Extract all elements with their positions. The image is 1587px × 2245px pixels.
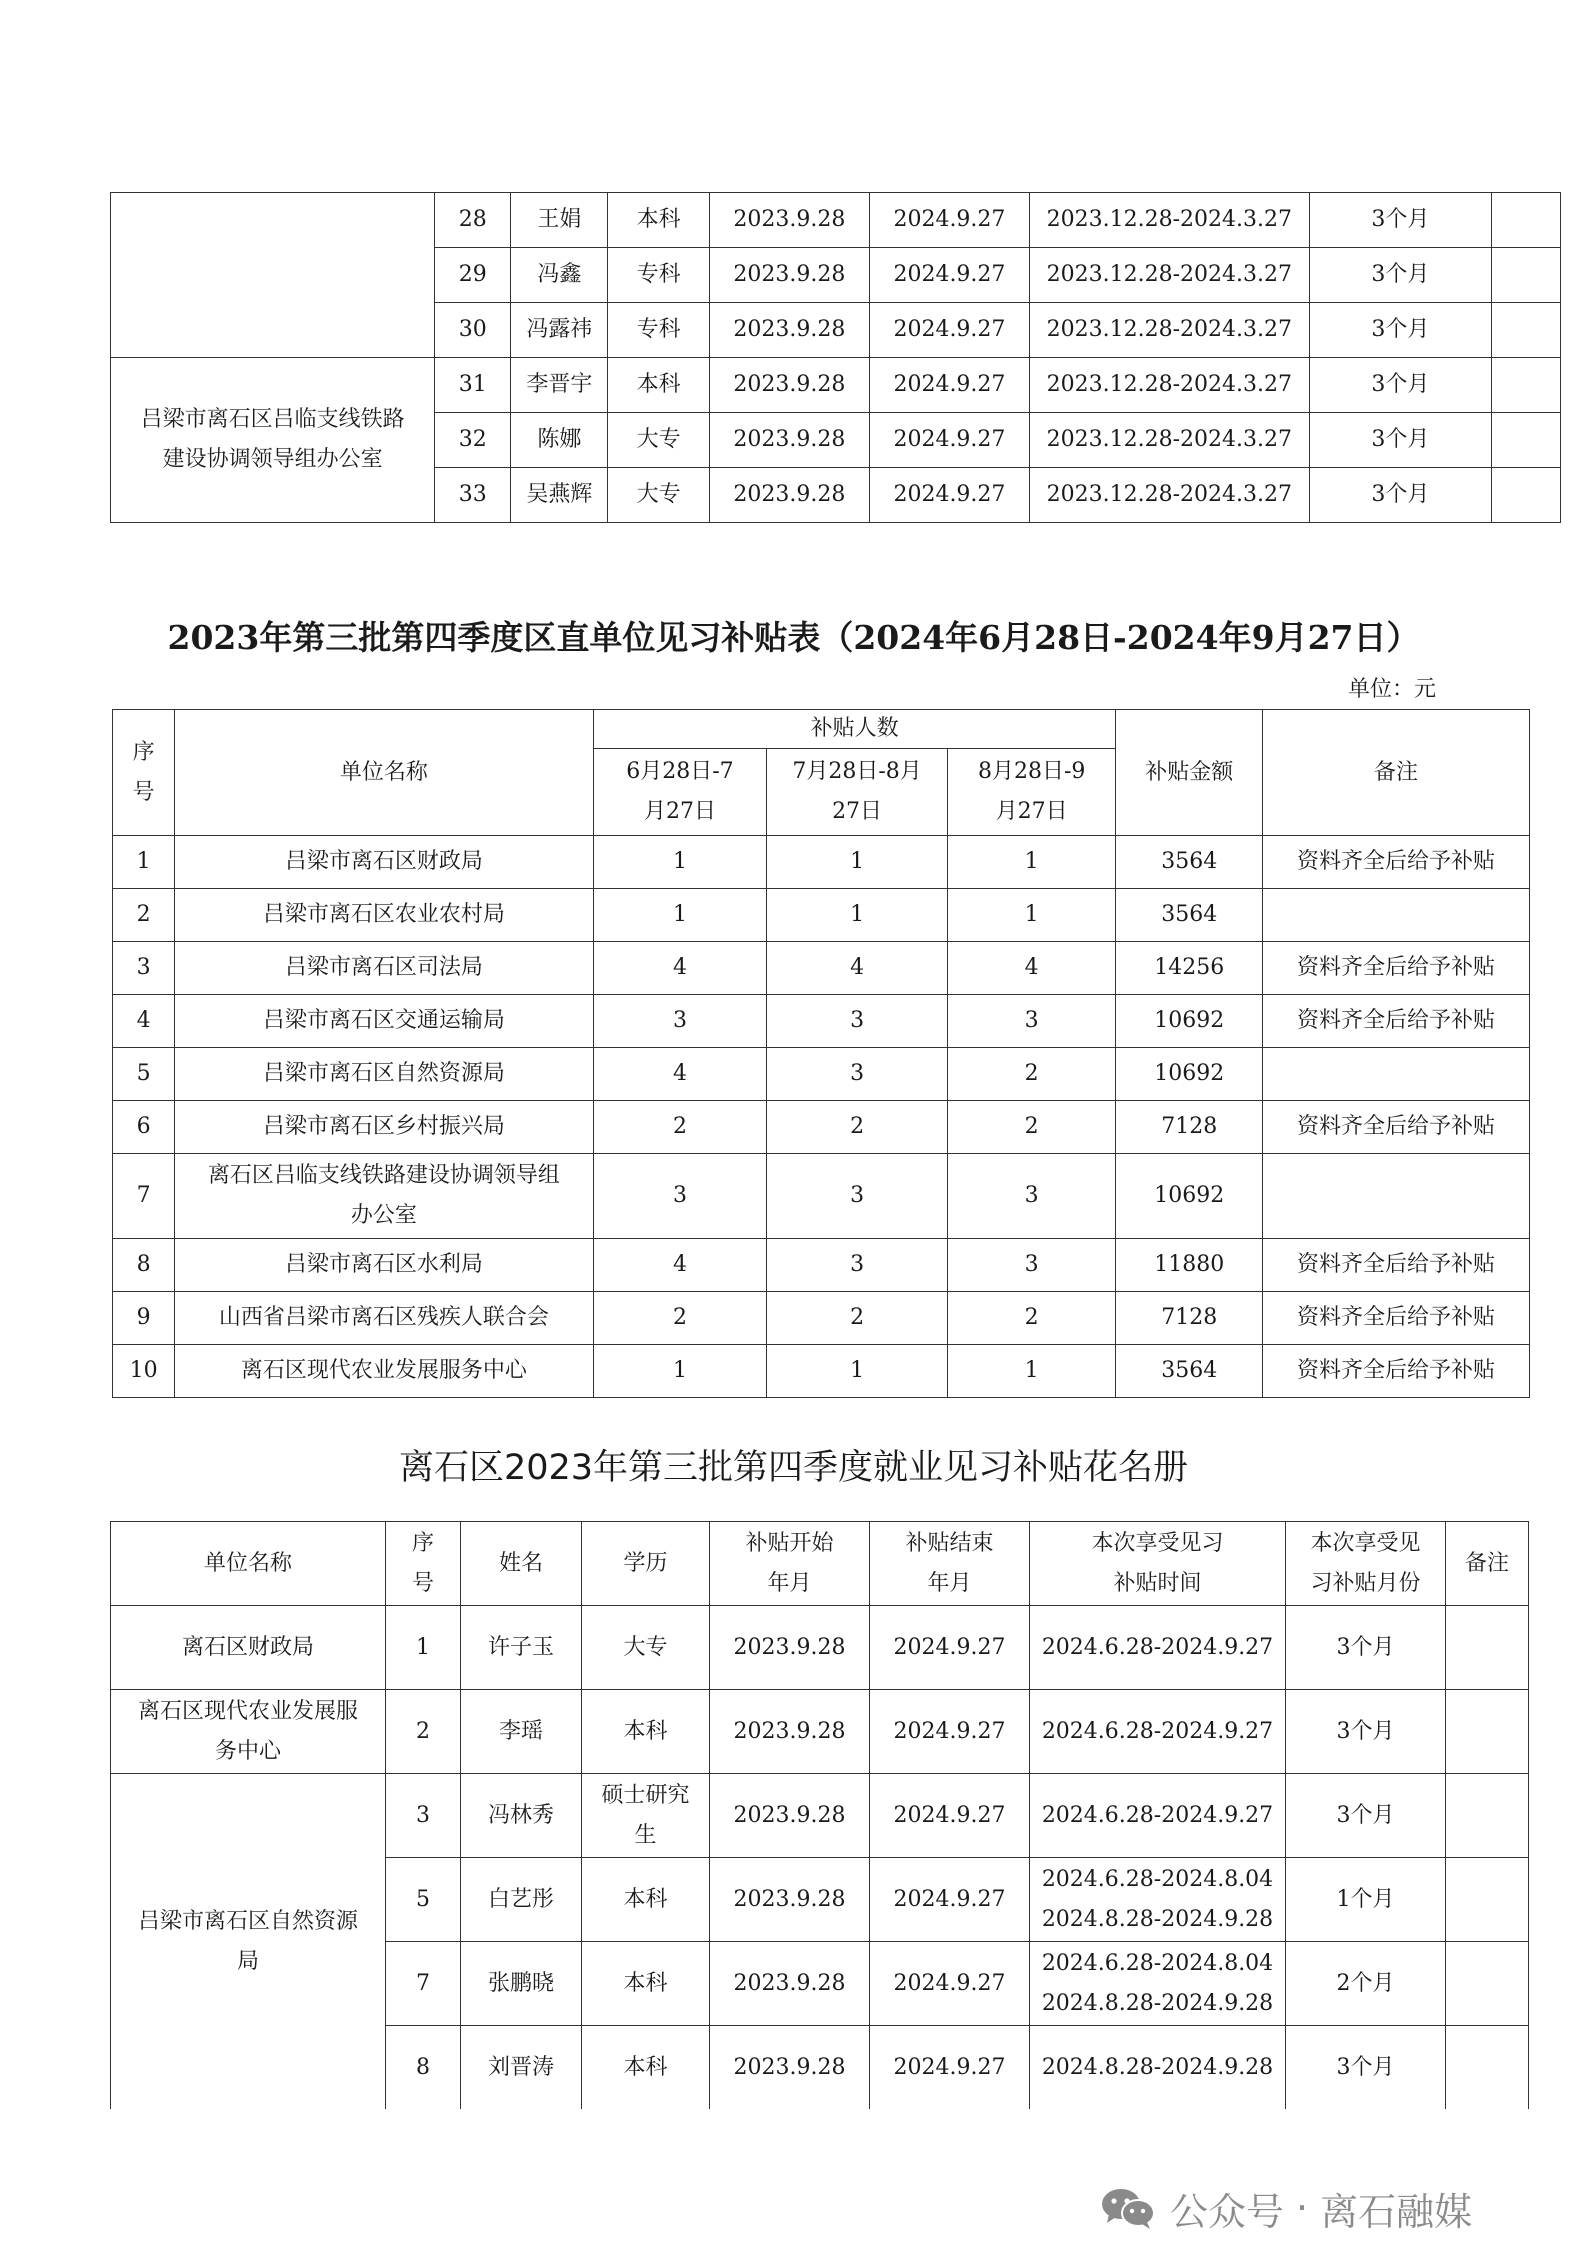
period-cell (1030, 1858, 1286, 1942)
end-header (870, 1522, 1030, 1606)
unit-cell: 吕梁市离石区乡村振兴局 (175, 1101, 593, 1154)
education-cell: 专科 (608, 248, 709, 303)
unit-cell: 吕梁市离石区司法局 (175, 942, 593, 995)
count-cell: 2 (947, 1048, 1116, 1101)
count-cell: 1 (767, 1345, 948, 1398)
count-cell: 4 (767, 942, 948, 995)
table-row (113, 1101, 1530, 1154)
wechat-watermark (1100, 2180, 1472, 2236)
end-date-cell: 2024.9.27 (870, 1942, 1030, 2026)
month3-header (947, 749, 1116, 836)
amount-cell: 3564 (1116, 836, 1263, 889)
education-cell: 大专 (608, 468, 709, 523)
end-date-cell: 2024.9.27 (870, 2026, 1030, 2110)
remark-cell: 资料齐全后给予补贴 (1262, 1101, 1529, 1154)
seq-cell: 3 (386, 1774, 461, 1858)
unit-cell: 吕梁市离石区水利局 (175, 1239, 593, 1292)
amount-cell: 11880 (1116, 1239, 1263, 1292)
education-cell: 本科 (582, 1942, 710, 2026)
months-cell: 3个月 (1309, 358, 1491, 413)
watermark-separator: · (1296, 2186, 1309, 2230)
month1-header (593, 749, 767, 836)
remark-cell (1492, 413, 1561, 468)
amount-cell: 3564 (1116, 1345, 1263, 1398)
seq-cell: 7 (386, 1942, 461, 2026)
header-line: 年月 (767, 1570, 812, 1596)
period-line: 2024.6.28-2024.8.04 (1041, 1950, 1274, 1976)
table-row (113, 1048, 1530, 1101)
education-cell (582, 1774, 710, 1858)
seq-cell: 7 (113, 1154, 175, 1239)
table-row (111, 358, 1561, 413)
unit-cell: 吕梁市离石区财政局 (175, 836, 593, 889)
name-cell: 李晋宇 (511, 358, 608, 413)
roster-table-continued (110, 192, 1561, 523)
seq-header (113, 710, 175, 836)
count-cell: 4 (593, 942, 767, 995)
header-line: 月27日 (995, 799, 1068, 824)
remark-cell (1446, 2026, 1529, 2110)
months-cell: 3个月 (1309, 468, 1491, 523)
months-cell: 3个月 (1309, 303, 1491, 358)
period-cell (1030, 1942, 1286, 2026)
seq-cell: 30 (435, 303, 511, 358)
unit-cell (175, 1154, 593, 1239)
period-line: 2024.8.28-2024.9.28 (1041, 1990, 1274, 2016)
start-date-cell: 2023.9.28 (710, 1690, 870, 1774)
seq-cell: 5 (113, 1048, 175, 1101)
period-cell: 2023.12.28-2024.3.27 (1029, 358, 1309, 413)
end-date-cell: 2024.9.27 (869, 468, 1029, 523)
start-date-cell: 2023.9.28 (709, 303, 869, 358)
table-row (113, 889, 1530, 942)
period-line: 2024.6.28-2024.8.04 (1041, 1866, 1274, 1892)
table-row (113, 942, 1530, 995)
header-line: 号 (132, 779, 155, 805)
months-cell: 1个月 (1286, 1858, 1446, 1942)
count-cell: 3 (947, 1154, 1116, 1239)
unit-name-line: 建设协调领导组办公室 (162, 447, 383, 472)
education-cell: 专科 (608, 303, 709, 358)
count-cell: 1 (947, 1345, 1116, 1398)
period-cell: 2024.6.28-2024.9.27 (1030, 1606, 1286, 1690)
unit-line: 局 (236, 1948, 259, 1974)
amount-cell: 10692 (1116, 1154, 1263, 1239)
unit-cell: 吕梁市离石区自然资源局 (175, 1048, 593, 1101)
amount-header: 补贴金额 (1116, 710, 1263, 836)
roster-title: 离石区2023年第三批第四季度就业见习补贴花名册 (398, 1448, 1189, 1488)
end-date-cell: 2024.9.27 (869, 413, 1029, 468)
remark-header: 备注 (1262, 710, 1529, 836)
end-date-cell: 2024.9.27 (869, 303, 1029, 358)
remark-cell (1446, 1690, 1529, 1774)
seq-cell: 8 (386, 2026, 461, 2110)
header-line: 本次享受见 (1310, 1530, 1421, 1556)
count-cell: 1 (947, 836, 1116, 889)
seq-cell: 31 (435, 358, 511, 413)
unit-name-header: 单位名称 (175, 710, 593, 836)
start-date-cell: 2023.9.28 (710, 2026, 870, 2110)
header-row (113, 710, 1530, 749)
remark-cell (1446, 1858, 1529, 1942)
unit-cell (111, 1774, 386, 2110)
header-line: 习补贴月份 (1310, 1570, 1421, 1596)
unit-cell: 吕梁市离石区农业农村局 (175, 889, 593, 942)
count-cell: 3 (767, 1048, 948, 1101)
unit-cell: 山西省吕梁市离石区残疾人联合会 (175, 1292, 593, 1345)
header-line: 序 (411, 1530, 434, 1556)
header-line: 补贴时间 (1113, 1570, 1202, 1596)
seq-cell: 1 (386, 1606, 461, 1690)
header-row (111, 1522, 1529, 1606)
end-date-cell: 2024.9.27 (870, 1774, 1030, 1858)
period-cell: 2023.12.28-2024.3.27 (1029, 193, 1309, 248)
remark-cell (1492, 193, 1561, 248)
start-date-cell: 2023.9.28 (710, 1858, 870, 1942)
end-date-cell: 2024.9.27 (869, 193, 1029, 248)
seq-cell: 4 (113, 995, 175, 1048)
header-line: 补贴开始 (745, 1530, 834, 1556)
name-header: 姓名 (461, 1522, 582, 1606)
seq-cell: 2 (386, 1690, 461, 1774)
start-date-cell: 2023.9.28 (709, 413, 869, 468)
count-cell: 3 (947, 1239, 1116, 1292)
name-cell: 李瑶 (461, 1690, 582, 1774)
remark-cell: 资料齐全后给予补贴 (1262, 1239, 1529, 1292)
end-date-cell: 2024.9.27 (870, 1858, 1030, 1942)
unit-header: 单位名称 (111, 1522, 386, 1606)
education-cell: 本科 (582, 2026, 710, 2110)
count-cell: 1 (767, 889, 948, 942)
header-line: 年月 (927, 1570, 972, 1596)
unit-line: 务中心 (214, 1738, 281, 1764)
name-cell: 冯露祎 (511, 303, 608, 358)
table-row (113, 1239, 1530, 1292)
period-cell: 2024.6.28-2024.9.27 (1030, 1690, 1286, 1774)
education-line: 硕士研究 (601, 1782, 690, 1808)
period-cell: 2023.12.28-2024.3.27 (1029, 468, 1309, 523)
seq-cell: 32 (435, 413, 511, 468)
months-cell: 3个月 (1286, 2026, 1446, 2110)
seq-header (386, 1522, 461, 1606)
amount-cell: 10692 (1116, 995, 1263, 1048)
count-cell: 3 (593, 1154, 767, 1239)
remark-cell (1262, 1048, 1529, 1101)
header-line: 本次享受见习 (1091, 1530, 1224, 1556)
count-cell: 4 (593, 1239, 767, 1292)
education-cell: 大专 (582, 1606, 710, 1690)
table-row (113, 1345, 1530, 1398)
remark-cell: 资料齐全后给予补贴 (1262, 836, 1529, 889)
watermark-label: 公众号 (1170, 2189, 1285, 2234)
start-date-cell: 2023.9.28 (709, 248, 869, 303)
count-cell: 1 (593, 1345, 767, 1398)
seq-cell: 8 (113, 1239, 175, 1292)
month2-header (767, 749, 948, 836)
name-cell: 吴燕辉 (511, 468, 608, 523)
count-cell: 2 (947, 1292, 1116, 1345)
period-cell: 2024.8.28-2024.9.28 (1030, 2026, 1286, 2110)
period-cell: 2023.12.28-2024.3.27 (1029, 303, 1309, 358)
period-header (1030, 1522, 1286, 1606)
watermark-account: 离石融媒 (1320, 2189, 1473, 2234)
seq-cell: 2 (113, 889, 175, 942)
unit-line: 离石区现代农业发展服 (137, 1698, 358, 1724)
amount-cell: 14256 (1116, 942, 1263, 995)
amount-cell: 7128 (1116, 1101, 1263, 1154)
remark-cell (1446, 1606, 1529, 1690)
table-row (113, 995, 1530, 1048)
count-group-header: 补贴人数 (593, 710, 1116, 749)
name-cell: 冯林秀 (461, 1774, 582, 1858)
start-date-cell: 2023.9.28 (709, 193, 869, 248)
months-cell: 3个月 (1286, 1606, 1446, 1690)
table-row (111, 193, 1561, 248)
unit-line: 吕梁市离石区自然资源 (137, 1908, 358, 1934)
table-row (111, 1606, 1529, 1690)
count-cell: 1 (593, 889, 767, 942)
header-line: 补贴结束 (905, 1530, 994, 1556)
period-cell: 2024.6.28-2024.9.27 (1030, 1774, 1286, 1858)
start-date-cell: 2023.9.28 (710, 1774, 870, 1858)
count-cell: 2 (767, 1101, 948, 1154)
start-date-cell: 2023.9.28 (709, 468, 869, 523)
amount-cell: 7128 (1116, 1292, 1263, 1345)
months-cell: 3个月 (1286, 1690, 1446, 1774)
remark-cell: 资料齐全后给予补贴 (1262, 942, 1529, 995)
amount-cell: 3564 (1116, 889, 1263, 942)
unit-name-cell (111, 358, 435, 523)
name-cell: 冯鑫 (511, 248, 608, 303)
end-date-cell: 2024.9.27 (870, 1690, 1030, 1774)
remark-cell (1262, 1154, 1529, 1239)
period-line: 2024.8.28-2024.9.28 (1041, 1906, 1274, 1932)
education-cell: 本科 (608, 193, 709, 248)
header-line: 6月28日-7 (626, 759, 734, 784)
months-cell: 3个月 (1309, 248, 1491, 303)
months-cell: 3个月 (1286, 1774, 1446, 1858)
seq-cell: 5 (386, 1858, 461, 1942)
name-cell: 张鹏晓 (461, 1942, 582, 2026)
education-cell: 本科 (608, 358, 709, 413)
months-cell: 3个月 (1309, 193, 1491, 248)
education-cell: 本科 (582, 1858, 710, 1942)
education-line: 生 (634, 1822, 657, 1848)
count-cell: 3 (767, 1154, 948, 1239)
education-cell: 大专 (608, 413, 709, 468)
count-cell: 2 (593, 1101, 767, 1154)
subsidy-table-title: 2023年第三批第四季度区直单位见习补贴表（2024年6月28日-2024年9月27日） (167, 618, 1420, 657)
unit-cell (111, 1690, 386, 1774)
end-date-cell: 2024.9.27 (869, 358, 1029, 413)
name-cell: 陈娜 (511, 413, 608, 468)
header-line: 27日 (832, 799, 883, 824)
remark-cell: 资料齐全后给予补贴 (1262, 1292, 1529, 1345)
remark-cell (1492, 248, 1561, 303)
remark-cell: 资料齐全后给予补贴 (1262, 995, 1529, 1048)
seq-cell: 6 (113, 1101, 175, 1154)
unit-cell: 吕梁市离石区交通运输局 (175, 995, 593, 1048)
count-cell: 2 (593, 1292, 767, 1345)
table-row (111, 1690, 1529, 1774)
header-line: 序 (132, 739, 155, 765)
unit-name-line: 吕梁市离石区吕临支线铁路 (140, 407, 405, 432)
name-cell: 刘晋涛 (461, 2026, 582, 2110)
remark-cell (1446, 1774, 1529, 1858)
count-cell: 3 (593, 995, 767, 1048)
seq-cell: 28 (435, 193, 511, 248)
seq-cell: 9 (113, 1292, 175, 1345)
header-line: 月27日 (643, 799, 716, 824)
header-line: 7月28日-8月 (792, 759, 922, 784)
table-row (111, 1774, 1529, 1858)
header-line: 号 (411, 1570, 434, 1596)
period-cell: 2023.12.28-2024.3.27 (1029, 248, 1309, 303)
count-cell: 2 (947, 1101, 1116, 1154)
remark-header: 备注 (1446, 1522, 1529, 1606)
count-cell: 1 (947, 889, 1116, 942)
months-cell: 2个月 (1286, 1942, 1446, 2026)
subsidy-summary-table (112, 709, 1530, 1398)
name-cell: 白艺彤 (461, 1858, 582, 1942)
table-row (113, 1154, 1530, 1239)
name-cell: 许子玉 (461, 1606, 582, 1690)
remark-cell (1446, 1942, 1529, 2026)
employment-roster-table (110, 1521, 1529, 2109)
table-row (113, 1292, 1530, 1345)
amount-cell: 10692 (1116, 1048, 1263, 1101)
start-date-cell: 2023.9.28 (709, 358, 869, 413)
education-cell: 本科 (582, 1690, 710, 1774)
count-cell: 2 (767, 1292, 948, 1345)
seq-cell: 10 (113, 1345, 175, 1398)
start-date-cell: 2023.9.28 (710, 1942, 870, 2026)
months-cell: 3个月 (1309, 413, 1491, 468)
name-cell: 王娟 (511, 193, 608, 248)
seq-cell: 33 (435, 468, 511, 523)
period-cell: 2023.12.28-2024.3.27 (1029, 413, 1309, 468)
count-cell: 3 (767, 1239, 948, 1292)
count-cell: 3 (767, 995, 948, 1048)
education-header: 学历 (582, 1522, 710, 1606)
count-cell: 3 (947, 995, 1116, 1048)
end-date-cell: 2024.9.27 (869, 248, 1029, 303)
months-header (1286, 1522, 1446, 1606)
seq-cell: 3 (113, 942, 175, 995)
count-cell: 4 (947, 942, 1116, 995)
start-date-cell: 2023.9.28 (710, 1606, 870, 1690)
header-line: 8月28日-9 (977, 759, 1086, 784)
count-cell: 4 (593, 1048, 767, 1101)
unit-name-cell (111, 193, 435, 358)
unit-line: 办公室 (350, 1203, 417, 1228)
seq-cell: 1 (113, 836, 175, 889)
unit-label: 单位：元 (1348, 677, 1437, 702)
remark-cell (1492, 468, 1561, 523)
remark-cell (1492, 358, 1561, 413)
start-header (710, 1522, 870, 1606)
seq-cell: 29 (435, 248, 511, 303)
wechat-icon (1100, 2186, 1156, 2230)
count-cell: 1 (593, 836, 767, 889)
remark-cell (1262, 889, 1529, 942)
remark-cell: 资料齐全后给予补贴 (1262, 1345, 1529, 1398)
unit-line: 离石区吕临支线铁路建设协调领导组 (207, 1163, 560, 1188)
end-date-cell: 2024.9.27 (870, 1606, 1030, 1690)
table-row (113, 836, 1530, 889)
unit-cell: 离石区现代农业发展服务中心 (175, 1345, 593, 1398)
unit-cell: 离石区财政局 (111, 1606, 386, 1690)
count-cell: 1 (767, 836, 948, 889)
remark-cell (1492, 303, 1561, 358)
